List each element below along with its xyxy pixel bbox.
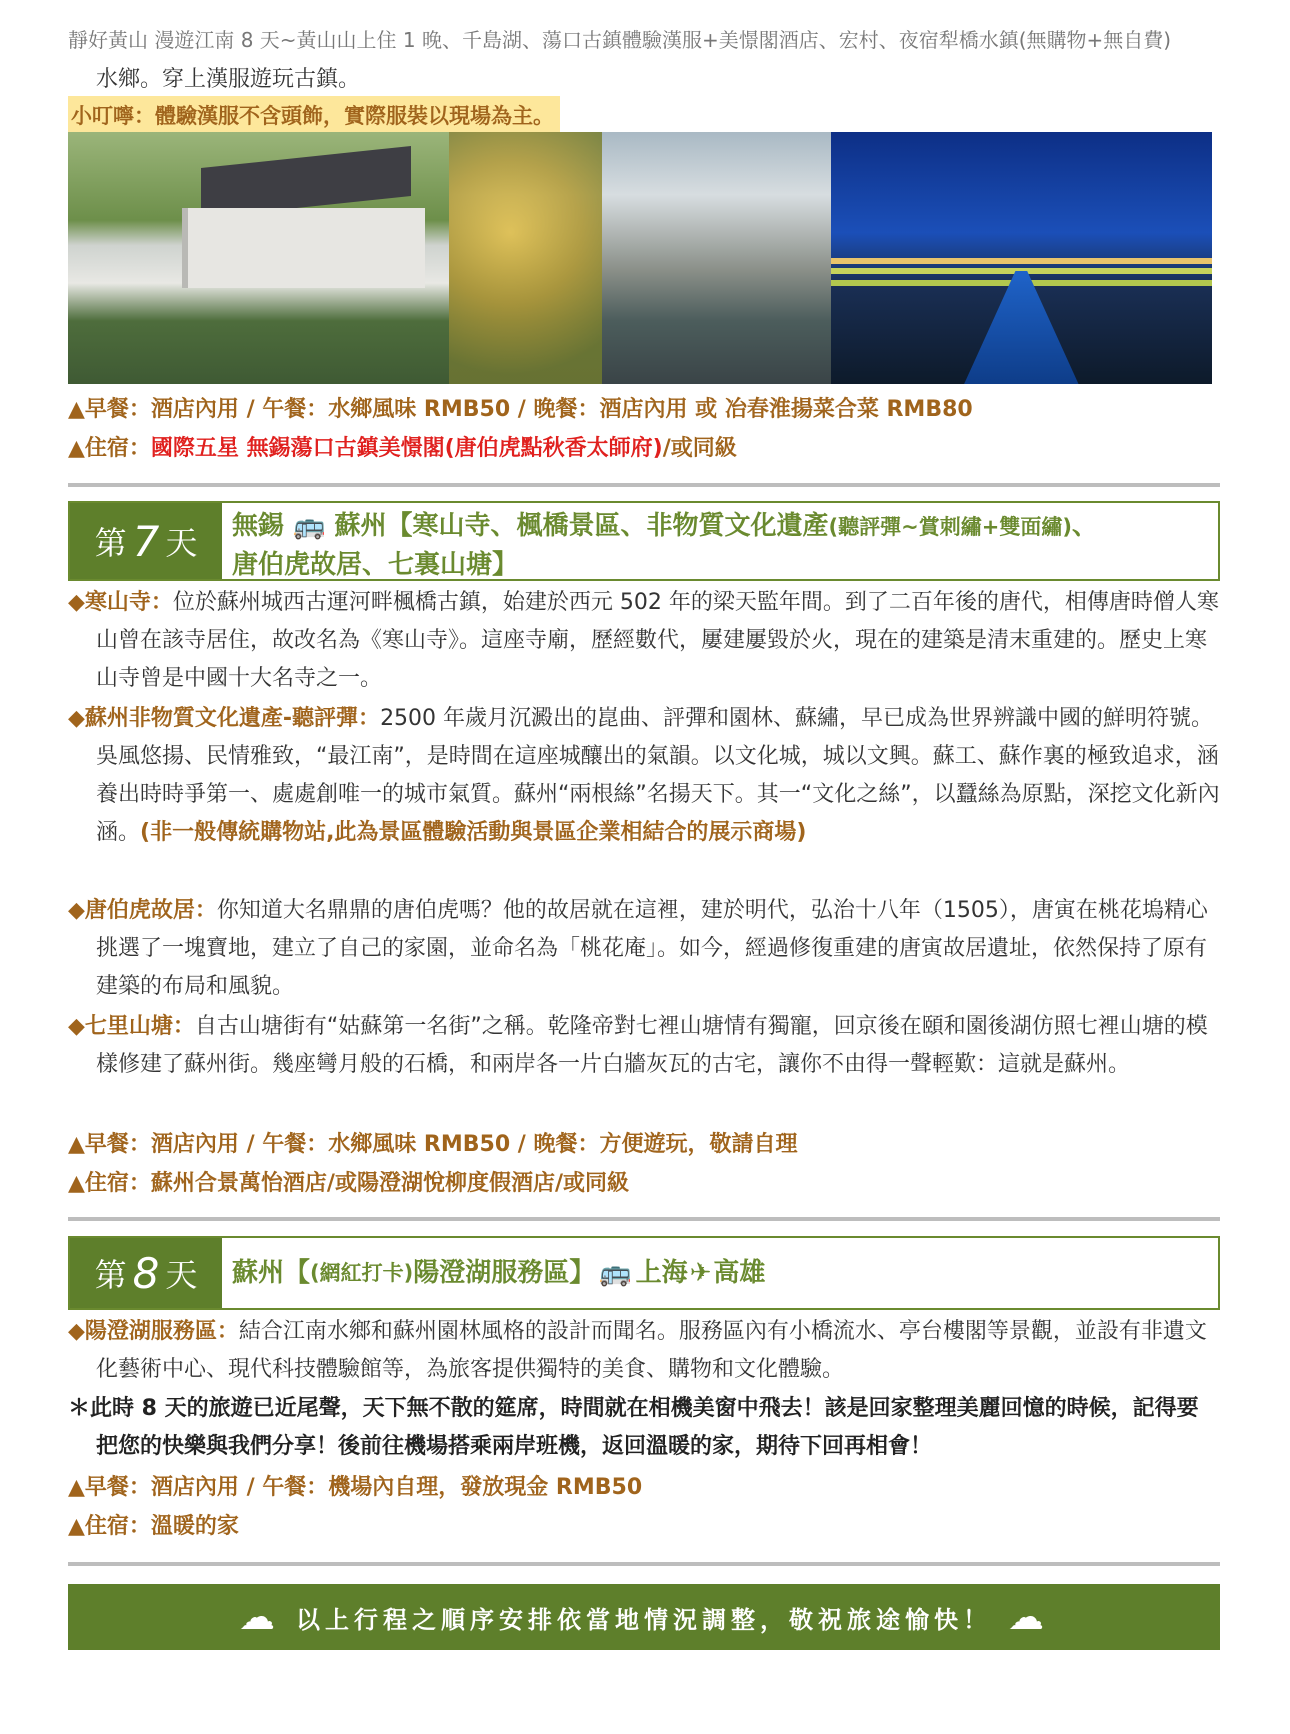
item-highlight: (非一般傳統購物站,此為景區體驗活動與景區企業相結合的展示商場) <box>140 820 807 845</box>
day8-title-small: (網紅打卡) <box>310 1261 414 1285</box>
day8-header <box>68 1236 1220 1310</box>
day8-title-b: 陽澄湖服務區】 <box>413 1258 596 1288</box>
day7-number: 7 <box>132 516 160 566</box>
day6-continuation-text: 水鄉。穿上漢服遊玩古鎮。 <box>96 67 361 92</box>
item-text: 位於蘇州城西古運河畔楓橋古鎮，始建於西元 502 年的梁天監年間。到了二百年後的唐代，相傳唐時僧人寒山曾在該寺居住，故改名為《寒山寺》。這座寺廟，歷經數代，屢建屢毀於火，現在的建築是清末重建的。歷史上寒山寺曾是中國十大名寺之一。 <box>96 590 1219 691</box>
water-town-photo-1 <box>68 132 449 384</box>
water-town-night-photo <box>831 132 1212 384</box>
day6-hotel-suffix: /或同級 <box>662 436 737 461</box>
day6-hotel-prefix: ▲住宿： <box>68 436 151 461</box>
day8-title-a: 蘇州【 <box>232 1258 311 1288</box>
day7-item-pingtan <box>68 700 1220 852</box>
page-header-title: 靜好黃山 漫遊江南 8 天~黃山山上住 1 晚、千島湖、蕩口古鎮體驗漢服+美憬閣酒店、宏村、夜宿犁橋水鎮(無購物+無自費) <box>68 28 1172 52</box>
day8-closing-note: ＊此時 8 天的旅遊已近尾聲，天下無不散的筵席，時間就在相機美窗中飛去！該是回家整理美麗回憶的時候，記得要把您的快樂與我們分享！後前往機場搭乘兩岸班機，返回溫暖的家，期待下回再相會！ <box>68 1396 1199 1459</box>
day8-item-yangcheng <box>68 1313 1220 1389</box>
plane-icon: ✈ <box>689 1258 712 1288</box>
footer-banner <box>68 1584 1220 1650</box>
day7-title-from: 無錫 <box>232 511 285 541</box>
item-head: ◆寒山寺： <box>68 590 173 615</box>
day7-title-small: (聽評彈~賞刺繡+雙面繡) <box>828 515 1072 539</box>
day7-item-hanshan <box>68 584 1220 698</box>
day7-title-main: 蘇州【寒山寺、楓橋景區、非物質文化遺產 <box>334 511 829 541</box>
day6-hotel-name: 國際五星 無錫蕩口古鎮美憬閣(唐伯虎點秋香太師府) <box>150 436 663 461</box>
day6-hotel <box>68 431 737 462</box>
day8-suffix: 天 <box>165 1256 198 1294</box>
water-town-photo-2 <box>449 132 830 384</box>
bus-icon: 🚌 <box>599 1258 632 1288</box>
day7-item-tangbohu <box>68 892 1220 1006</box>
day8-title-c: 上海 <box>635 1258 688 1288</box>
item-head: ◆唐伯虎故居： <box>68 898 217 923</box>
day6-meals: ▲早餐：酒店內用 / 午餐：水鄉風味 RMB50 / 晚餐：酒店內用 或 冶春淮揚菜合菜 RMB80 <box>68 397 973 422</box>
day7-prefix: 第 <box>94 524 127 562</box>
day7-title <box>222 503 1218 579</box>
divider <box>68 483 1220 487</box>
item-head: ◆蘇州非物質文化遺產-聽評彈： <box>68 706 381 731</box>
day8-hotel: ▲住宿：溫暖的家 <box>68 1514 239 1539</box>
item-head: ◆陽澄湖服務區： <box>68 1319 239 1344</box>
divider <box>68 1562 1220 1566</box>
footer-text: 以上行程之順序安排依當地情況調整，敬祝旅途愉快！ <box>296 1605 992 1634</box>
day8-meals: ▲早餐：酒店內用 / 午餐：機場內自理，發放現金 RMB50 <box>68 1475 643 1500</box>
cloud-ornament-icon: ☁ <box>1008 1596 1049 1638</box>
day7-hotel: ▲住宿：蘇州合景萬怡酒店/或陽澄湖悅柳度假酒店/或同級 <box>68 1171 629 1196</box>
cloud-ornament-icon: ☁ <box>239 1596 280 1638</box>
item-head: ◆七里山塘： <box>68 1014 195 1039</box>
day7-suffix: 天 <box>165 524 198 562</box>
day8-title-d: 高雄 <box>713 1258 766 1288</box>
item-text: 2500 年歲月沉澱出的崑曲、評彈和園林、蘇繡，早已成為世界辨識中國的鮮明符號。吳風悠揚、民情雅致，“最江南”，是時間在這座城釀出的氣韻。以文化城，城以文興。蘇工、蘇作裏的極致追求，涵養出時時爭第一、處處創唯一的城市氣質。蘇州“兩根絲”名揚天下。其一“文化之絲”，以蠶絲為原點，深挖文化新內涵。 <box>96 706 1220 845</box>
item-text: 結合江南水鄉和蘇州園林風格的設計而聞名。服務區內有小橋流水、亭台樓閣等景觀，並設有非遺文化藝術中心、現代科技體驗館等，為旅客提供獨特的美食、購物和文化體驗。 <box>96 1319 1207 1382</box>
day7-title-sep: 、 <box>1071 511 1098 541</box>
day8-title <box>222 1238 1218 1308</box>
day8-badge <box>70 1238 222 1308</box>
day7-item-shantang <box>68 1008 1220 1084</box>
day7-title-line2: 唐伯虎故居、七裏山塘】 <box>232 550 519 580</box>
divider <box>68 1217 1220 1221</box>
day6-photo-strip <box>68 132 1212 384</box>
bus-icon: 🚌 <box>293 511 326 541</box>
item-text: 你知道大名鼎鼎的唐伯虎嗎？他的故居就在這裡，建於明代，弘治十八年（1505），唐寅在桃花塢精心挑選了一塊寶地，建立了自己的家園，並命名為「桃花庵」。如今，經過修復重建的唐寅故居遺址，依然保持了原有建築的布局和風貌。 <box>96 898 1208 999</box>
day7-header <box>68 501 1220 581</box>
day8-number: 8 <box>132 1248 160 1298</box>
day7-meals: ▲早餐：酒店內用 / 午餐：水鄉風味 RMB50 / 晚餐：方便遊玩，敬請自理 <box>68 1132 798 1157</box>
day7-badge <box>70 503 222 579</box>
item-text: 自古山塘街有“姑蘇第一名街”之稱。乾隆帝對七裡山塘情有獨寵，回京後在頤和園後湖仿照七裡山塘的模樣修建了蘇州街。幾座彎月般的石橋，和兩岸各一片白牆灰瓦的古宅，讓你不由得一聲輕歎：這就是蘇州。 <box>96 1014 1208 1077</box>
day6-tip: 小叮嚀：體驗漢服不含頭飾，實際服裝以現場為主。 <box>68 96 560 134</box>
day8-prefix: 第 <box>94 1256 127 1294</box>
